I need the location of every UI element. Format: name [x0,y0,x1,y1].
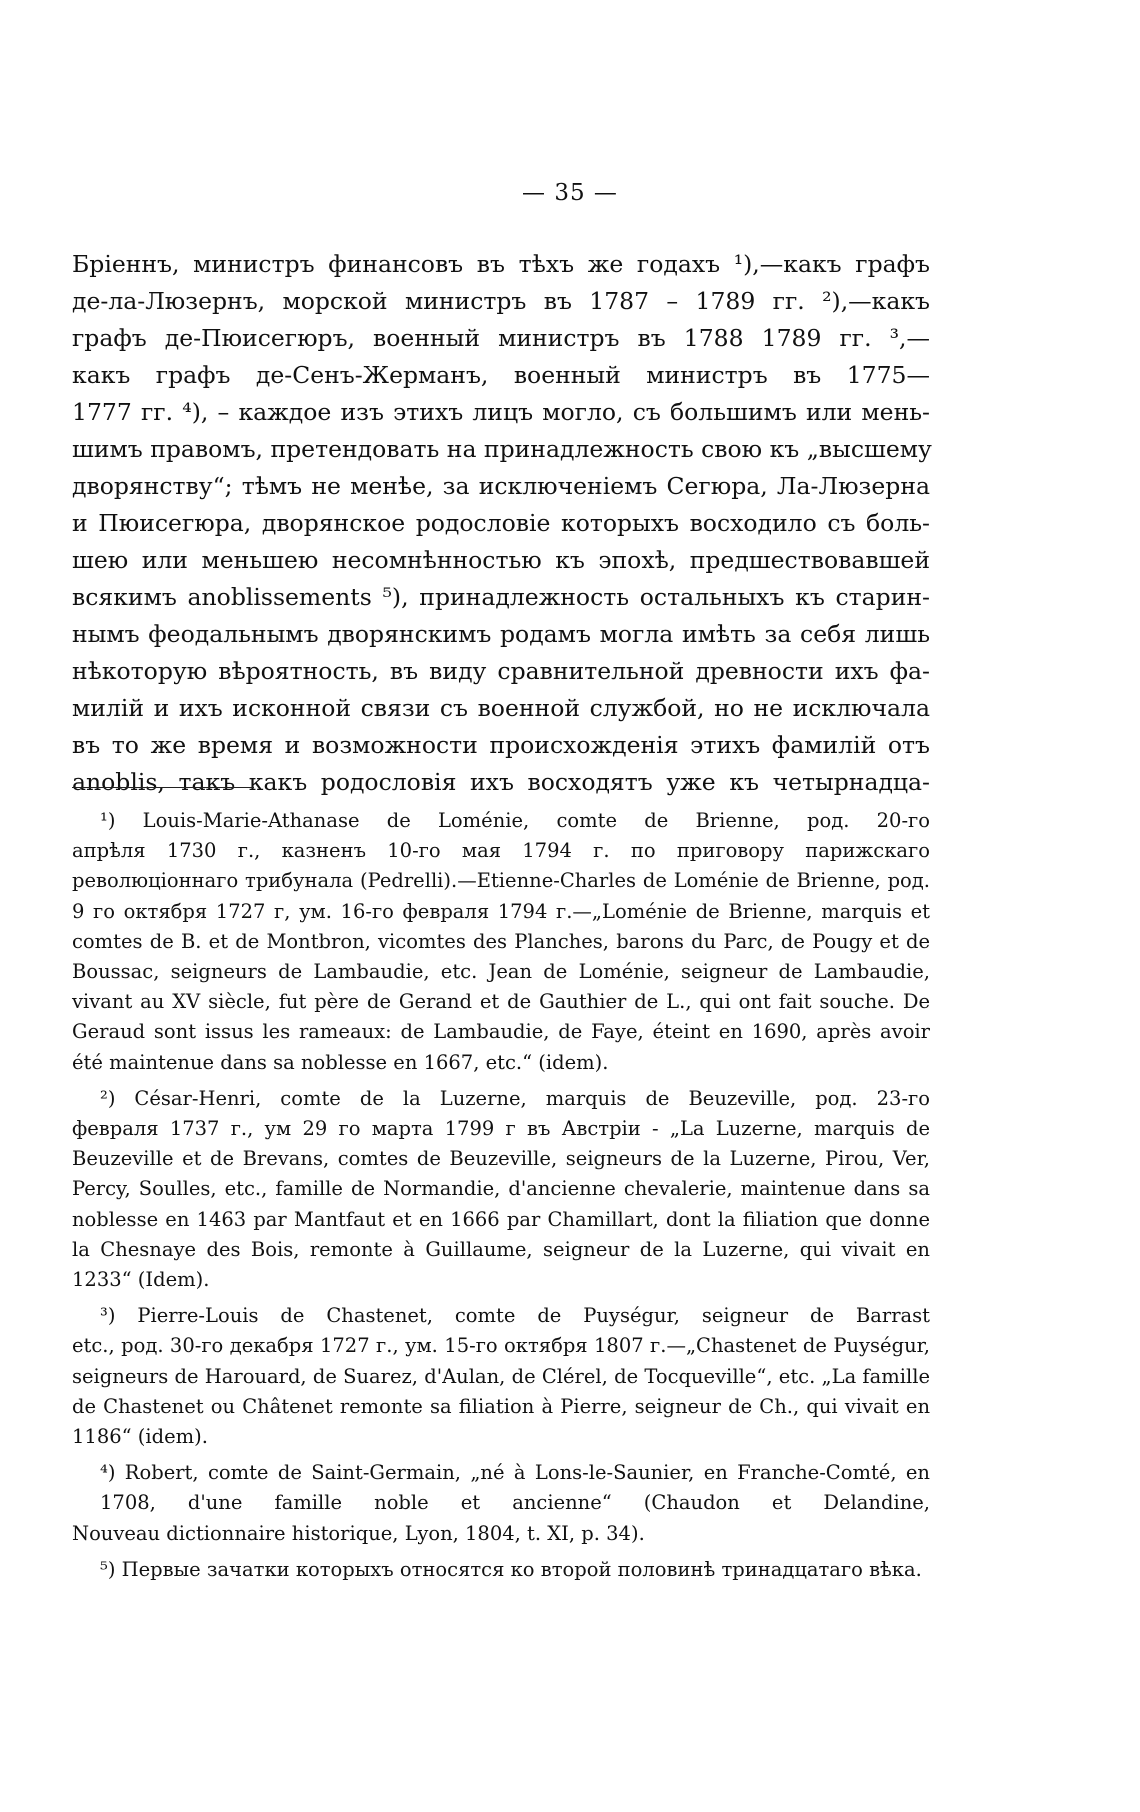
footnote-line: ⁴) Robert, comte de Saint-Germain, „né à Lons-le-Saunier, en Franche-Comté, en 1708, d'une famille noble et ancienne“ (Chaudon et Delandine, [100,1461,930,1515]
text-line: шею или меньшею несомнѣнностью къ эпохѣ, предшествовавшей [72,546,930,574]
text-line: 1777 гг. ⁴), – каждое изъ этихъ лицъ могло, съ большимъ или мень- [72,398,930,426]
footnote-line: de Ch., qui vivait en 1186“ (idem). [72,1394,931,1449]
footnote-line: etc. „La famille de Chastenet ou Châtenet remonte sa filiation à Pierre, seigneur [72,1364,931,1418]
footnote-line: апрѣля 1730 г., казненъ 10-го мая 1794 г. по приговору парижскаго революціоннаго трибунала (Pedrelli).—Etienne-Charles de Loménie de Brienne, род. [72,839,930,893]
text-line: всякимъ anoblissements ⁵), принадлежность остальныхъ къ старин- [72,583,930,611]
text-line: нѣкоторую вѣроятность, въ виду сравнительной древности ихъ фа- [72,657,930,685]
footnote-line: ¹) Louis-Marie-Athanase de Loménie, comte de Brienne, род. 20-го [100,809,930,832]
footnote-line: etc.“ (idem). [485,1050,609,1074]
footnote-line: dont la filiation que donne la Chesnaye des Bois, remonte à Guillaume, seigneur de la Luzerne, qui vivait en 1233“ (Idem). [72,1207,930,1292]
footnotes [72,806,930,1585]
text-line: anoblis, такъ какъ родословія ихъ восходятъ уже къ четырнадца- [72,768,930,796]
text-line: милій и ихъ исконной связи съ военной службой, но не исключала [72,694,930,722]
footnote-line: Puységur, seigneurs de Harouard, de Suarez, d'Aulan, de Clérel, de Tocqueville“, [72,1334,931,1388]
footnote-line: de L., qui ont fait souche. De Geraud sont issus les rameaux: de Lambaudie, de Faye, éteint en 1690, après avoir été maintenue dans sa noblesse en 1667, [72,990,931,1074]
footnote-2 [72,1084,930,1295]
footnote-line: ²) César-Henri, comte de la Luzerne, marquis de Beuzeville, род. 23-го [100,1086,930,1110]
text-line: Бріеннъ, министръ финансовъ въ тѣхъ же годахъ ¹),—какъ графъ [72,250,930,278]
footnote-divider [72,787,254,788]
footnote-line: Pirou, Ver, Percy, Soulles, etc., famille de Normandie, d'ancienne chevalerie, [72,1147,930,1201]
footnote-line: февраля 1737 г., ум 29 го марта 1799 г въ Австріи - „La Luzerne, marquis [72,1117,895,1141]
footnote-line: de Pougy et de Boussac, seigneurs de Lambaudie, etc. Jean de Loménie, seigneur de Lambaudie, vivant au XV siècle, fut père de Gerand et de Gauthier [72,929,930,1014]
footnote-3 [72,1301,930,1452]
footnote-line: etc., род. 30-го декабря 1727 г., ум. 15-го октября 1807 г.—„Chastenet de [72,1334,827,1358]
text-line: въ то же время и возможности происхожденія этихъ фамилій отъ [72,731,930,759]
text-line: какъ графъ де-Сенъ-Жерманъ, военный министръ въ 1775— [72,361,930,389]
main-text [72,246,930,801]
text-line: и Пюисегюра, дворянское родословіе которыхъ восходило съ боль- [72,509,930,537]
text-line: дворянству“; тѣмъ не менѣе, за исключеніемъ Сегюра, Ла-Люзерна [72,472,930,500]
text-line: де-ла-Люзернъ, морской министръ въ 1787 – 1789 гг. ²),—какъ [72,287,930,315]
text-line: шимъ правомъ, претендовать на принадлежность свою къ „высшему [72,435,932,463]
page-number: — 35 — [522,180,618,206]
footnote-line: de Beuzeville et de Brevans, comtes de Beuzeville, seigneurs de la Luzerne, [72,1117,930,1171]
footnote-4 [72,1458,930,1549]
text-line: графъ де-Пюисегюръ, военный министръ въ 1788 1789 гг. ³,— [72,324,930,352]
footnote-1 [72,806,930,1078]
footnote-line: ⁵) Первые зачатки которыхъ относятся ко второй половинѣ тринадцатаго вѣка. [100,1557,922,1581]
footnote-5 [72,1555,930,1585]
footnote-line: Nouveau dictionnaire historique, Lyon, 1804, t. XI, p. 34). [72,1521,645,1545]
footnote-line: ³) Pierre-Louis de Chastenet, comte de Puységur, seigneur de Barrast [100,1304,930,1328]
footnote-line: maintenue dans sa noblesse en 1463 par Mantfaut et en 1666 par Chamillart, [72,1177,930,1231]
text-line: нымъ феодальнымъ дворянскимъ родамъ могла имѣть за себя лишь [72,620,930,648]
footnote-line: 9 го октября 1727 г, ум. 16-го февраля 1794 г.—„Loménie de Brienne, marquis et comtes de B. et de Montbron, vicomtes des Planches, barons du Parc, [72,899,930,953]
